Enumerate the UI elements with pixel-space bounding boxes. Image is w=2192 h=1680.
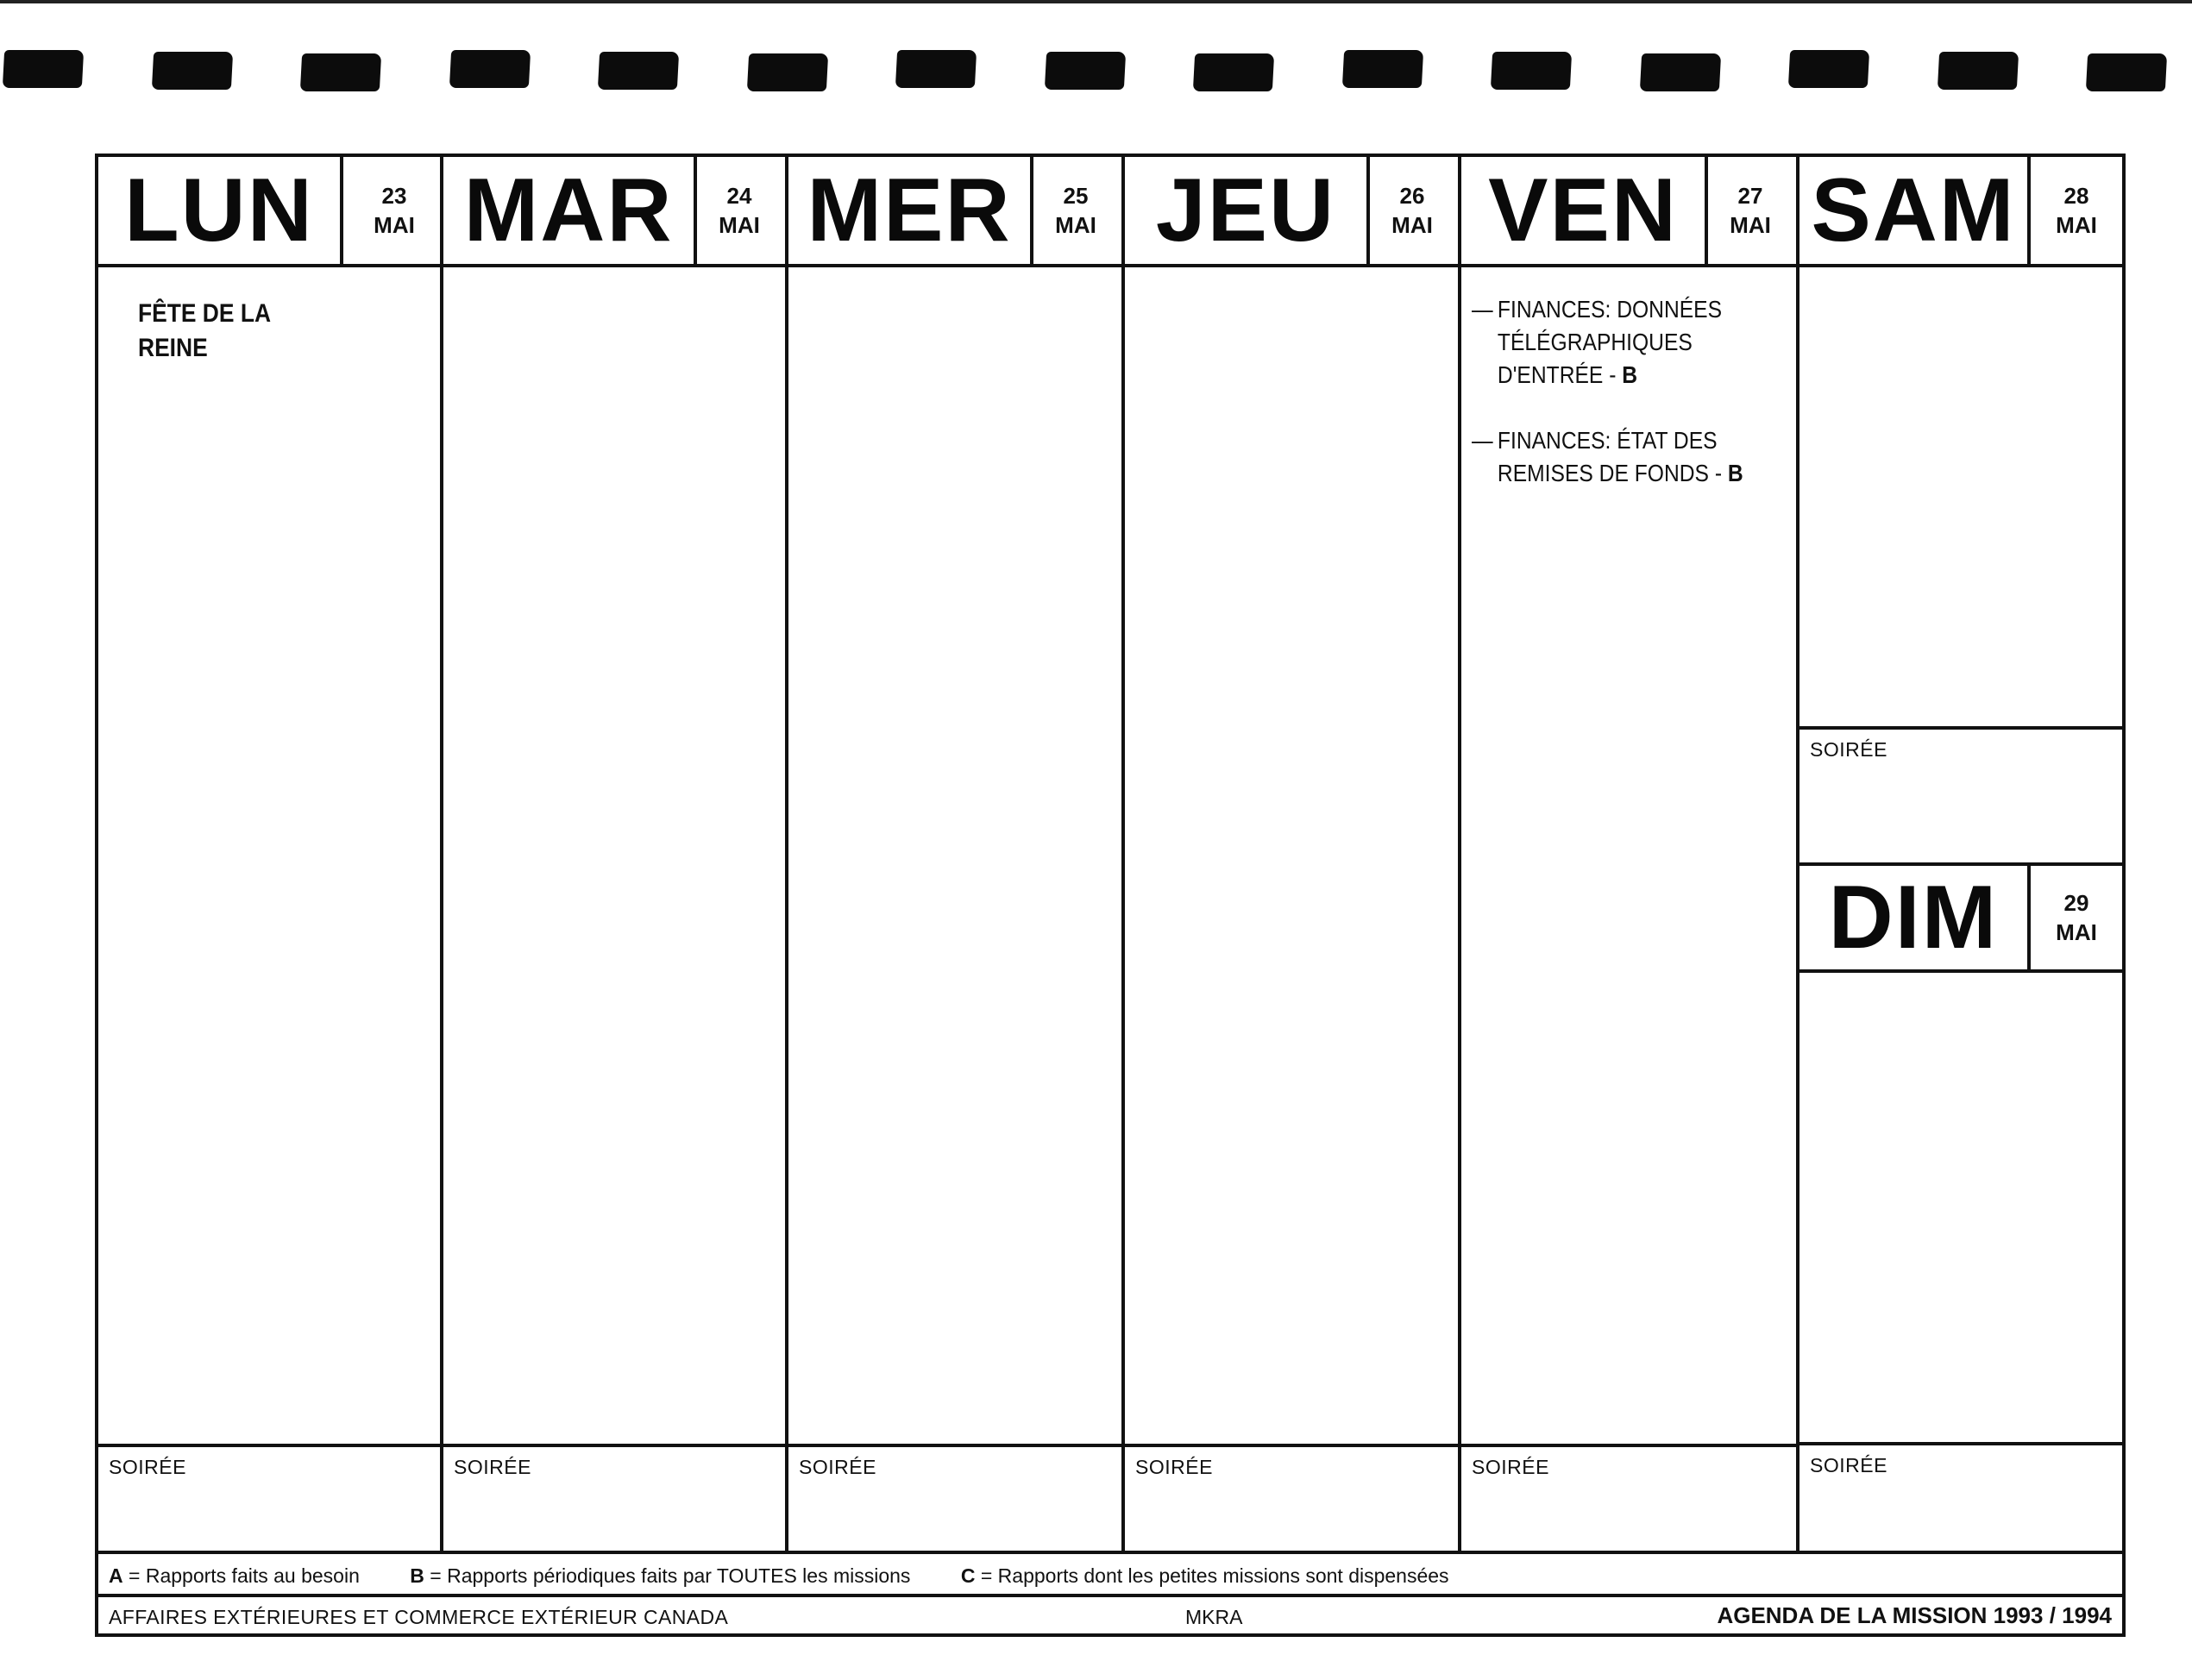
- legend-row: [98, 1551, 2122, 1597]
- evening-label: SOIRÉE: [1472, 1456, 1549, 1478]
- date-month: MAI: [1730, 212, 1771, 238]
- day-header-dim: [1799, 862, 2122, 973]
- redaction-mark: [1639, 53, 1720, 91]
- weekly-agenda: [95, 154, 2126, 1637]
- report-list: [1472, 293, 1791, 523]
- date-number: 24: [726, 183, 752, 209]
- evening-label: SOIRÉE: [454, 1456, 531, 1478]
- date-number: 25: [1063, 183, 1089, 209]
- redaction-mark: [1491, 52, 1572, 90]
- date-month: MAI: [1391, 212, 1433, 238]
- report-item-finances-telegraphic: [1472, 293, 1791, 392]
- day-header: [1125, 157, 1458, 267]
- redaction-mark: [2086, 53, 2167, 91]
- date-number: 29: [2063, 890, 2089, 916]
- day-date: [694, 157, 785, 264]
- dash-bullet: —: [1472, 296, 1493, 323]
- evening-box[interactable]: [443, 1444, 785, 1551]
- redaction-mark: [151, 52, 232, 90]
- report-line: REMISES DE FONDS -: [1497, 460, 1728, 486]
- date-month: MAI: [1055, 212, 1096, 238]
- day-column-ven: [1461, 157, 1799, 1551]
- holiday-line-2: REINE: [138, 334, 208, 362]
- day-name: DIM: [1799, 866, 2031, 969]
- redaction-mark: [598, 52, 679, 90]
- redaction-mark: [1193, 53, 1274, 91]
- agenda-title: AGENDA DE LA MISSION 1993 / 1994: [1717, 1602, 2112, 1628]
- redaction-mark: [3, 50, 84, 88]
- report-code: B: [1622, 361, 1638, 388]
- evening-label: SOIRÉE: [1810, 1454, 1887, 1476]
- report-item-finances-remittances: [1472, 424, 1791, 490]
- holiday-line-1: FÊTE DE LA: [138, 299, 272, 328]
- evening-box[interactable]: [98, 1444, 440, 1551]
- day-name: LUN: [98, 157, 343, 264]
- day-column-mar: [443, 157, 788, 1551]
- redaction-mark: [1341, 50, 1423, 88]
- redaction-mark: [300, 53, 381, 91]
- redaction-strip: [0, 50, 2192, 93]
- holiday-note: [138, 297, 271, 366]
- evening-label: SOIRÉE: [1135, 1456, 1213, 1478]
- day-column-mer: [788, 157, 1125, 1551]
- day-column-weekend: [1799, 157, 2122, 1551]
- evening-label: SOIRÉE: [1810, 738, 1887, 761]
- day-date: [1366, 157, 1458, 264]
- day-name: SAM: [1799, 157, 2031, 264]
- date-number: 28: [2063, 183, 2089, 209]
- redaction-mark: [1937, 52, 2018, 90]
- day-date: [2031, 866, 2122, 969]
- organization-name: AFFAIRES EXTÉRIEURES ET COMMERCE EXTÉRIEUR CANADA: [109, 1606, 729, 1628]
- redaction-mark: [1788, 50, 1869, 88]
- report-line: FINANCES: DONNÉES: [1497, 296, 1723, 323]
- redaction-mark: [449, 50, 530, 88]
- evening-box[interactable]: [1125, 1444, 1458, 1551]
- day-date: [1705, 157, 1796, 264]
- day-header: [98, 157, 440, 267]
- date-number: 26: [1399, 183, 1425, 209]
- day-date: [349, 157, 440, 264]
- report-code: B: [1727, 460, 1743, 486]
- date-number: 23: [381, 183, 407, 209]
- day-name: MAR: [443, 157, 697, 264]
- evening-box-dim[interactable]: [1799, 1442, 2122, 1551]
- day-column-lun: [98, 157, 443, 1551]
- evening-box[interactable]: [788, 1444, 1121, 1551]
- top-border-rule: [0, 0, 2192, 3]
- redaction-mark: [1044, 52, 1125, 90]
- day-header: [443, 157, 785, 267]
- evening-box[interactable]: [1461, 1444, 1796, 1551]
- date-month: MAI: [374, 212, 415, 238]
- day-name: JEU: [1125, 157, 1370, 264]
- day-header: [788, 157, 1121, 267]
- report-line: FINANCES: ÉTAT DES: [1497, 427, 1718, 454]
- day-header: [1461, 157, 1796, 267]
- day-name: VEN: [1461, 157, 1708, 264]
- day-date: [2031, 157, 2122, 264]
- evening-label: SOIRÉE: [799, 1456, 876, 1478]
- legend-b: B = Rapports périodiques faits par TOUTES les missions: [410, 1564, 911, 1587]
- report-line: TÉLÉGRAPHIQUES: [1497, 329, 1693, 355]
- form-code: MKRA: [1185, 1606, 1243, 1628]
- day-name: MER: [788, 157, 1033, 264]
- date-month: MAI: [2056, 212, 2097, 238]
- footer-row: [98, 1597, 2122, 1637]
- legend-c: C = Rapports dont les petites missions sont dispensées: [960, 1564, 1449, 1587]
- evening-box-sam[interactable]: [1799, 726, 2122, 866]
- date-month: MAI: [2056, 919, 2097, 945]
- evening-label: SOIRÉE: [109, 1456, 186, 1478]
- day-header: [1799, 157, 2122, 267]
- redaction-mark: [895, 50, 977, 88]
- redaction-mark: [746, 53, 827, 91]
- dash-bullet: —: [1472, 427, 1493, 454]
- day-column-jeu: [1125, 157, 1461, 1551]
- date-number: 27: [1737, 183, 1763, 209]
- date-month: MAI: [719, 212, 760, 238]
- day-date: [1030, 157, 1121, 264]
- report-line: D'ENTRÉE -: [1497, 361, 1623, 388]
- legend-a: A = Rapports faits au besoin: [109, 1564, 360, 1587]
